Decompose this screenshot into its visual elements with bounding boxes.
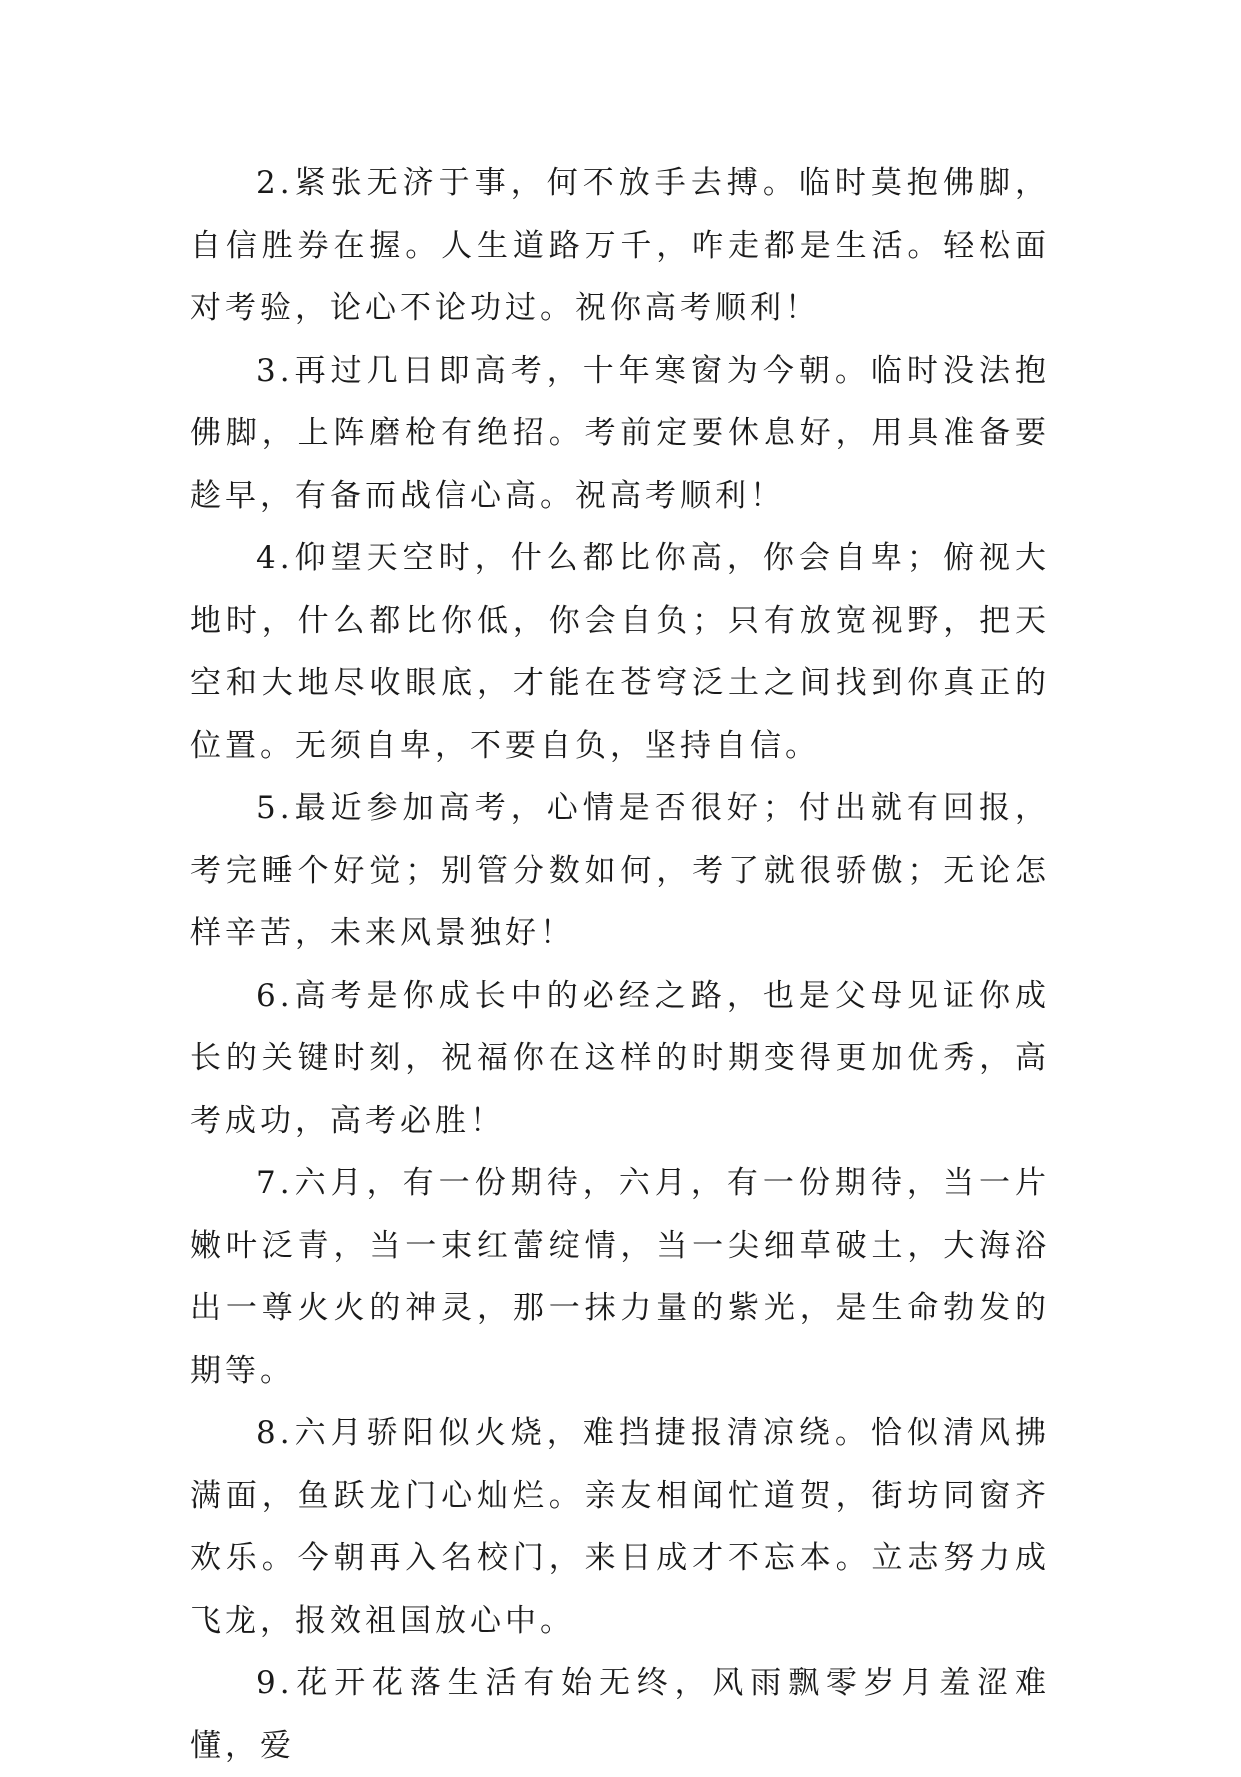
paragraph-8: 8.六月骄阳似火烧，难挡捷报清凉绕。恰似清风拂满面，鱼跃龙门心灿烂。亲友相闻忙道贺，街坊同窗齐欢乐。今朝再入名校门，来日成才不忘本。立志努力成飞龙，报效祖国放心中。 <box>190 1415 1050 1639</box>
paragraph-2: 2.紧张无济于事，何不放手去搏。临时莫抱佛脚，自信胜券在握。人生道路万千，咋走都是生活。轻松面对考验，论心不论功过。祝你高考顺利！ <box>190 165 1050 326</box>
paragraph-9: 9.花开花落生活有始无终，风雨飘零岁月羞涩难懂，爱 <box>190 1665 1050 1764</box>
paragraph-3: 3.再过几日即高考，十年寒窗为今朝。临时没法抱佛脚，上阵磨枪有绝招。考前定要休息好，用具准备要趁早，有备而战信心高。祝高考顺利！ <box>190 352 1050 514</box>
paragraph-5: 5.最近参加高考，心情是否很好；付出就有回报，考完睡个好觉；别管分数如何，考了就很骄傲；无论怎样辛苦，未来风景独好！ <box>190 790 1050 951</box>
document-body <box>190 152 1050 1777</box>
paragraph-7: 7.六月，有一份期待，六月，有一份期待，当一片嫩叶泛青，当一束红蕾绽情，当一尖细草破土，大海浴出一尊火火的神灵，那一抹力量的紫光，是生命勃发的期等。 <box>190 1165 1050 1389</box>
paragraph-6: 6.高考是你成长中的必经之路，也是父母见证你成长的关键时刻，祝福你在这样的时期变得更加优秀，高考成功，高考必胜！ <box>190 977 1050 1139</box>
paragraph-4: 4.仰望天空时，什么都比你高，你会自卑；俯视大地时，什么都比你低，你会自负；只有放宽视野，把天空和大地尽收眼底，才能在苍穹泛土之间找到你真正的位置。无须自卑，不要自负，坚持自信。 <box>190 540 1050 764</box>
